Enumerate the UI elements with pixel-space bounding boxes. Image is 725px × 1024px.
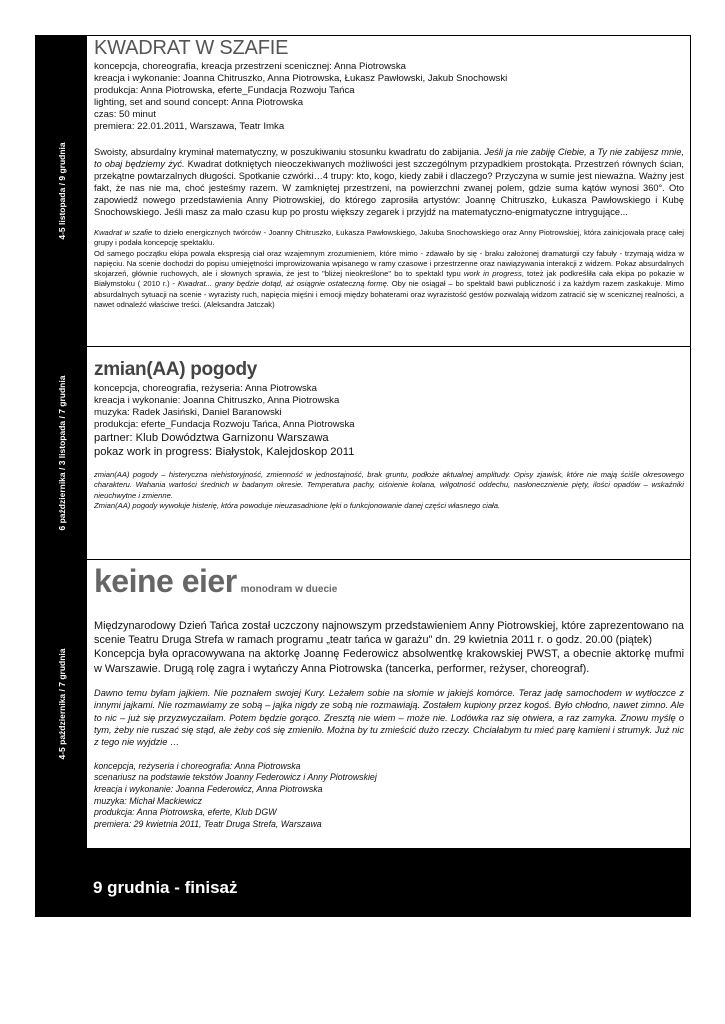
section-kwadrat-w-szafie — [87, 36, 690, 346]
review-text: Oby nie osiągał – bo spektakl bawi publiczność i za każdym razem zaskakuje. Mimo absurdalnych sytuacji na scenie - wyrazisty ruch, napięcia mięśni i emocji między bohaterami oraz wyrazistość gestów pozwalają widzom zatracić się w scenicznej realności, a nawet odnaleźć właściwe treści. (Aleksandra Jatczak) — [94, 279, 684, 310]
date-label-1: 4-5 listopada / 9 grudnia — [56, 142, 67, 240]
review-italic: work in progress — [460, 269, 522, 279]
credit-line: premiera: 29 kwietnia 2011, Teatr Druga Strefa, Warszawa — [94, 818, 322, 829]
section-subtitle: monodram w duecie — [240, 584, 338, 595]
credit-line: koncepcja, reżyseria i choreografia: Anna Piotrowska — [94, 760, 301, 771]
credits-list — [94, 761, 684, 831]
section-title-row — [94, 564, 684, 607]
monologue-quote: Dawno temu byłam jajkiem. Nie poznałem swojej Kury. Leżałem sobie na słomie w jakiejś komórce. Teraz jadę samochodem w wytłoczce z innymi jajkami. Nie rozmawiamy ze sobą – jajka nigdy ze sobą nie rozmawiają. Zostałem kupiony przez kogoś. Było chłodno, nawet zimno. Ale to nic – już się przyzwyczaiłam. Potem będzie gorąco. Zresztą nie wiem – może nie. Lodówka raz się otwiera, a raz zamyka. Znowu myślę o tym, żeby nie ruszać się stąd, ale żeby coś się zmieniło. Można by tu zmieścić dużo rzeczy. Chciałabym tu mieć parę kamieni i strumyk. Już nic z tego nie wyjdzie … — [94, 687, 684, 748]
credit-line: koncepcja, choreografia, reżyseria: Anna Piotrowska — [94, 383, 317, 394]
date-label-3: 4-5 października / 7 grudnia — [56, 648, 67, 760]
credits-list — [94, 383, 684, 459]
section-keine-eier — [87, 560, 690, 848]
finale-title: 9 grudnia - finisaż — [93, 878, 238, 897]
description-text: Koncepcja była opracowywana na aktorkę Joannę Federowicz absolwentkę krakowskiej PWST, a obecnie aktorkę mufmi w Warszawie. Drugą rolę zagra i wytańczy Anna Piotrowska (tancerka, performer, reżyser, choreograf). — [94, 648, 684, 675]
credits-list — [94, 61, 684, 133]
credit-line: koncepcja, choreografia, kreacja przestrzeni scenicznej: Anna Piotrowska — [94, 61, 406, 72]
partner-line: partner: Klub Dowództwa Garnizonu Warszawa — [94, 432, 329, 444]
date-label-2: 6 października / 3 listopada / 7 grudnia — [56, 375, 67, 531]
review — [94, 228, 684, 310]
work-in-progress-line: pokaz work in progress: Białystok, Kalejdoskop 2011 — [94, 446, 355, 458]
credit-line: czas: 50 minut — [94, 109, 156, 120]
review-italic: Kwadrat w szafie — [94, 228, 153, 237]
credit-line: scenariusz na podstawie tekstów Joanny Federowicz i Anny Piotrowskiej — [94, 772, 377, 783]
section-title: keine eier — [94, 563, 237, 599]
review-text: , toteż jak podkreśliła cała ekipa po pokazie w Białymstoku ( 2010 r.) - — [94, 269, 684, 289]
description-text: Zmian(AA) pogody wywołuje histerię, która powoduje nieuzasadnione lęki o funkcjonowanie danej części własnego ciała. — [94, 500, 501, 510]
description-text: zmian(AA) pogody – histeryczna niehistoryjność, zmienność w jednostajność, brak gruntu, podłoże aktualnej amplitudy. Opisy zjawisk, które nie mają ściśle okresowego charakteru. Wahania wartości średnich w badanym okresie. Temperatura pachy, ciśnienie kolana, wilgotność oddechu, nasłonecznienie pięty, ilości opadów – wskaźniki nieuchwytne i zmienne. — [94, 470, 684, 500]
description-text: Swoisty, absurdalny kryminał matematyczny, w poszukiwaniu stosunku kwadratu do zabijania. — [94, 147, 482, 157]
description-quote: Jeśli ja nie zabiję Ciebie, a Ty nie zabijesz mnie, to obaj będziemy żyć. — [94, 147, 684, 169]
section-zmianaa-pogody — [87, 347, 690, 559]
credit-line: lighting, set and sound concept: Anna Piotrowska — [94, 97, 304, 108]
credit-line: produkcja: Anna Piotrowska, eferte, Klub DGW — [94, 807, 277, 818]
review-text: to dzieło energicznych twórców - Joanny Chitruszko, Łukasza Pawłowskiego, Jakuba Snochowskiego oraz Anny Piotrowskiej, która zainicjowała pracę całej grupy i podała koncepcję spektaklu. — [94, 228, 684, 248]
review-text: Od samego początku ekipa powala ekspresją ciał oraz wzajemnym zrozumieniem, które mimo - zdawało by się - braku założonej dramaturgii czy fabuły - trzymają widza w napięciu. Na scenie dochodzi do popisu umiejętności improwizowania wpisanego w ramy czasowe i przestrzenne oraz nawiązywania interakcji z widzem. Pokaz absurdalnych skojarzeń, głównie ruchowych, ale i słownych sprawia, że jest to "bliżej nieokreślone" bo to spektakl typu — [94, 248, 684, 279]
date-sidebar-2 — [36, 347, 87, 559]
credit-line: premiera: 22.01.2011, Warszawa, Teatr Imka — [94, 121, 285, 132]
credit-line: muzyka: Michał Mackiewicz — [94, 795, 203, 806]
description — [94, 619, 684, 676]
date-sidebar-1 — [36, 36, 87, 346]
section-title: KWADRAT W SZAFIE — [94, 37, 289, 59]
description — [94, 470, 684, 511]
description-text: Kwadrat dotkniętych nieoczekiwanych możliwości jest szczególnym przypadkiem prostokąta. Przestrzeń równych ścian, przekątne powtarzalnych długości. Spotkanie czwórki…4 trupy: kto, kogo, kiedy zabił i dlaczego? Przyczyna w sumie jest nieważna. Ważny jest fakt, że nas nie ma, choć jesteśmy razem. W zamkniętej przestrzeni, na powierzchni zwanej polem, gdzie suma kątów wynosi 360°. Oto zapowiedź nowego przedstawienia Anny Piotrowskiej, do którego zaprosiła artystów: Joannę Chitruszko, Łukasza Pawłowskiego i Kubę Snochowskiego. Jeśli masz za mało czasu kup po prostu większy zegarek i przyjdź na matematyczno-enigmatyczne intrygujące... — [94, 159, 684, 217]
credit-line: kreacja i wykonanie: Joanna Chitruszko, Anna Piotrowska, Łukasz Pawłowski, Jakub Snochowski — [94, 73, 508, 84]
finale-banner — [87, 848, 690, 916]
credit-line: kreacja i wykonanie: Joanna Federowicz, Anna Piotrowska — [94, 784, 323, 795]
program-page — [35, 35, 691, 917]
credit-line: kreacja i wykonanie: Joanna Chitruszko, Anna Piotrowska — [94, 395, 340, 406]
date-sidebar-3 — [36, 560, 87, 848]
section-title: zmian(AA) pogody — [94, 359, 258, 380]
description-text: Międzynarodowy Dzień Tańca został uczczony najnowszym przedstawieniem Anny Piotrowskiej, które zaprezentowano na scenie Teatru Druga Strefa w ramach programu „teatr tańca w garażu" dn. 29 kwietnia 2011 r. o godz. 20.00 (piątek) — [94, 620, 684, 647]
credit-line: muzyka: Radek Jasiński, Daniel Baranowski — [94, 407, 282, 418]
credit-line: produkcja: eferte_Fundacja Rozwoju Tańca, Anna Piotrowska — [94, 419, 355, 430]
review-italic: Kwadrat... grany będzie dotąd, aż osiągnie ostateczną formę. — [174, 279, 389, 289]
description — [94, 146, 684, 218]
credit-line: produkcja: Anna Piotrowska, eferte_Fundacja Rozwoju Tańca — [94, 85, 355, 96]
